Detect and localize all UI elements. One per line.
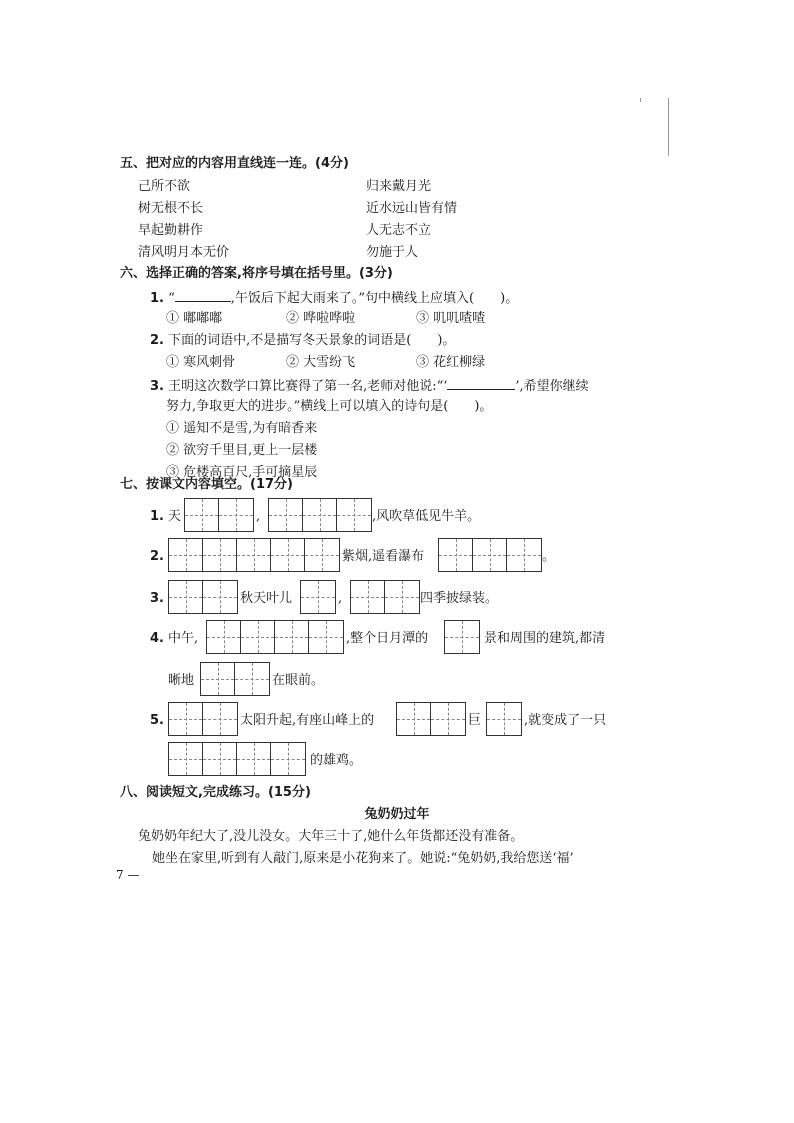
char-grid[interactable] [268, 498, 372, 532]
match-right-item: 归来戴月光 [366, 179, 432, 194]
char-grid[interactable] [200, 662, 270, 696]
question-text: 努力,争取更大的进步。”横线上可以填入的诗句是( [166, 399, 449, 414]
question-number: 1. [150, 509, 164, 524]
match-left-item: 早起勤耕作 [138, 223, 204, 238]
fill-text: 四季披绿装。 [420, 591, 499, 606]
fill-text: ,风吹草低见牛羊。 [372, 509, 481, 524]
fill-text: 巨 [468, 713, 482, 728]
fill-text: 。 [542, 549, 556, 564]
story-title: 兔奶奶过年 [364, 807, 430, 822]
section-7-title: 七、按课文内容填空。(17分) [120, 477, 293, 492]
option: ③ 花红柳绿 [416, 355, 486, 370]
question-number: 3. [150, 379, 164, 394]
question-text: 王明这次数学口算比赛得了第一名,老师对他说:“‘ [168, 379, 448, 394]
question-6-3-line2 [166, 398, 492, 416]
char-grid[interactable] [206, 620, 344, 654]
fill-text: 秋天叶儿 [240, 591, 293, 606]
section-8-title: 八、阅读短文,完成练习。(15分) [120, 785, 311, 800]
question-text: )。 [474, 399, 493, 414]
match-left-item: 清风明月本无价 [138, 245, 230, 260]
fill-text: 在眼前。 [272, 673, 325, 688]
char-grid[interactable] [168, 580, 238, 614]
fill-text: 景和周围的建筑,都清 [484, 631, 606, 646]
fill-text: 晰地 [168, 673, 195, 688]
option: ② 哗啦哗啦 [286, 311, 356, 326]
question-text: ,午饭后下起大雨来了。”句中横线上应填入( [230, 291, 475, 306]
char-grid[interactable] [168, 538, 340, 572]
option: ③ 叽叽喳喳 [416, 311, 486, 326]
question-6-3 [150, 376, 589, 396]
question-6-2 [150, 332, 455, 350]
option: ① 遥知不是雪,为有暗香来 [166, 421, 318, 436]
fill-text: , [338, 591, 343, 606]
question-text: “ [168, 291, 175, 306]
char-grid[interactable] [486, 702, 522, 736]
story-paragraph: 兔奶奶年纪大了,没儿没女。大年三十了,她什么年货都还没有准备。 [138, 829, 524, 844]
question-text: )。 [500, 291, 519, 306]
char-grid[interactable] [396, 702, 466, 736]
match-right-item: 人无志不立 [366, 223, 432, 238]
option: ① 寒风刺骨 [166, 355, 236, 370]
question-text: )。 [437, 333, 456, 348]
question-number: 2. [150, 549, 164, 564]
option: ③ 危楼高百尺,手可摘星辰 [166, 465, 318, 480]
question-text: ’,希望你继续 [515, 379, 589, 394]
question-6-1 [150, 288, 518, 308]
fill-text: ,整个日月潭的 [346, 631, 429, 646]
fill-text: 中午, [168, 631, 199, 646]
question-number: 2. [150, 333, 164, 348]
char-grid[interactable] [438, 538, 542, 572]
section-6-title: 六、选择正确的答案,将序号填在括号里。(3分) [120, 266, 393, 281]
option: ② 欲穷千里目,更上一层楼 [166, 443, 318, 458]
char-grid[interactable] [168, 742, 306, 776]
section-5-title: 五、把对应的内容用直线连一连。(4分) [120, 156, 349, 171]
match-right-item: 勿施于人 [366, 245, 419, 260]
fill-text: , [256, 509, 261, 524]
char-grid[interactable] [300, 580, 336, 614]
match-left-item: 己所不欲 [138, 179, 191, 194]
scan-edge-line [668, 98, 669, 156]
question-number: 1. [150, 291, 164, 306]
option: ② 大雪纷飞 [286, 355, 356, 370]
scan-edge-line [640, 98, 641, 102]
char-grid[interactable] [444, 620, 480, 654]
story-paragraph: 她坐在家里,听到有人敲门,原来是小花狗来了。她说:“兔奶奶,我给您送‘福’ [152, 851, 574, 866]
question-number: 3. [150, 591, 164, 606]
fill-text: 天 [168, 509, 182, 524]
fill-text: 太阳升起,有座山峰上的 [240, 713, 375, 728]
page-number: 7 — [116, 868, 140, 882]
question-number: 4. [150, 631, 164, 646]
answer-blank[interactable] [175, 288, 231, 302]
char-grid[interactable] [184, 498, 254, 532]
char-grid[interactable] [168, 702, 238, 736]
fill-text: 的雄鸡。 [310, 753, 363, 768]
question-number: 5. [150, 713, 164, 728]
option: ① 嘟嘟嘟 [166, 311, 223, 326]
answer-blank[interactable] [447, 376, 515, 390]
match-left-item: 树无根不长 [138, 201, 204, 216]
match-right-item: 近水远山皆有情 [366, 201, 458, 216]
fill-text: 紫烟,遥看瀑布 [342, 549, 425, 564]
char-grid[interactable] [350, 580, 420, 614]
fill-text: ,就变成了一只 [524, 713, 607, 728]
question-text: 下面的词语中,不是描写冬天景象的词语是( [168, 333, 412, 348]
